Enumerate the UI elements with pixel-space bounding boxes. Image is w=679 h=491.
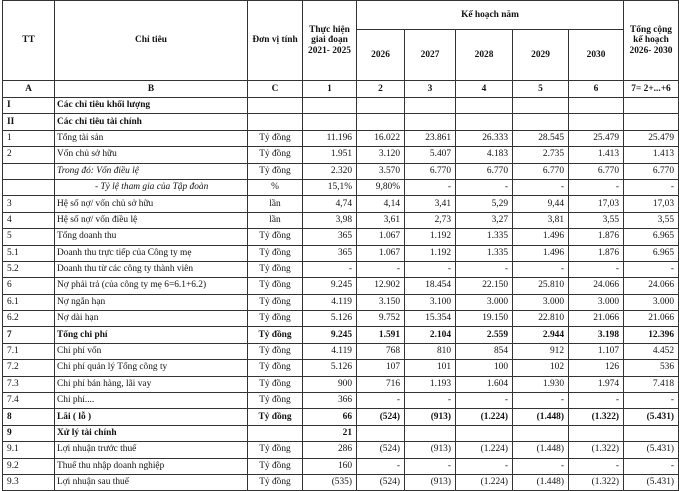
row-value: 3.120 xyxy=(357,147,405,163)
row-value: 2.104 xyxy=(405,327,456,343)
table-row xyxy=(3,442,679,458)
row-value: 1.193 xyxy=(405,376,456,392)
row-value xyxy=(513,114,569,130)
row-unit: Tỷ đồng xyxy=(248,261,303,277)
row-value: (524) xyxy=(357,442,405,458)
row-value: - xyxy=(624,458,679,474)
row-value: 6.770 xyxy=(569,163,624,179)
row-value: 4.119 xyxy=(303,294,357,310)
header-unit: Đơn vị tính xyxy=(248,1,303,81)
row-value: 21 xyxy=(303,425,357,441)
row-number: I xyxy=(3,98,55,114)
row-number: 9 xyxy=(3,425,55,441)
table-row xyxy=(3,179,679,195)
column-index: C xyxy=(248,81,303,98)
row-unit: Tỷ đồng xyxy=(248,393,303,409)
row-value: 810 xyxy=(405,343,456,359)
row-value: 3,98 xyxy=(303,212,357,228)
row-value: - xyxy=(405,458,456,474)
row-value: (1.224) xyxy=(456,409,513,425)
row-value: 1.192 xyxy=(405,229,456,245)
row-value: 102 xyxy=(513,360,569,376)
row-value: 536 xyxy=(624,360,679,376)
row-unit: Tỷ đồng xyxy=(248,474,303,490)
row-value: 1.335 xyxy=(456,229,513,245)
row-indicator: Tổng doanh thu xyxy=(55,229,248,245)
row-value: (913) xyxy=(405,474,456,490)
table-row xyxy=(3,114,679,130)
row-value xyxy=(624,98,679,114)
row-value: 17,03 xyxy=(569,196,624,212)
row-indicator: Lợi nhuận sau thuế xyxy=(55,474,248,490)
row-value xyxy=(456,425,513,441)
header-tt: TT xyxy=(3,1,55,81)
row-value: - xyxy=(456,179,513,195)
column-index: B xyxy=(55,81,248,98)
row-unit: Tỷ đồng xyxy=(248,327,303,343)
row-value: 854 xyxy=(456,343,513,359)
row-value: 25.810 xyxy=(513,278,569,294)
row-indicator: Tổng chi phí xyxy=(55,327,248,343)
row-value: 5,29 xyxy=(456,196,513,212)
header-total: Tổng cộng kế hoạch 2026- 2030 xyxy=(624,1,679,81)
column-index: 2 xyxy=(357,81,405,98)
row-indicator: Tổng tài sản xyxy=(55,130,248,146)
row-value xyxy=(405,98,456,114)
row-value: 3.150 xyxy=(357,294,405,310)
row-number: 7 xyxy=(3,327,55,343)
row-value: 4,14 xyxy=(357,196,405,212)
row-value: 6.965 xyxy=(624,229,679,245)
row-number: II xyxy=(3,114,55,130)
row-unit: Tỷ đồng xyxy=(248,163,303,179)
row-unit: Tỷ đồng xyxy=(248,442,303,458)
column-index: 7= 2+...+6 xyxy=(624,81,679,98)
table-row xyxy=(3,458,679,474)
row-number: 7.4 xyxy=(3,393,55,409)
row-indicator: Lãi ( lỗ ) xyxy=(55,409,248,425)
row-value: - xyxy=(569,261,624,277)
row-value: - xyxy=(569,393,624,409)
row-unit: Tỷ đồng xyxy=(248,229,303,245)
row-value xyxy=(624,425,679,441)
row-value: (1.224) xyxy=(456,442,513,458)
header-year: 2028 xyxy=(456,30,513,81)
row-value: 1.591 xyxy=(357,327,405,343)
row-value: (1.448) xyxy=(513,474,569,490)
table-row xyxy=(3,343,679,359)
row-unit xyxy=(248,114,303,130)
row-unit: Tỷ đồng xyxy=(248,294,303,310)
row-value: 9,80% xyxy=(357,179,405,195)
header-plan: Kế hoạch năm xyxy=(357,1,624,30)
row-value: - xyxy=(513,261,569,277)
row-value: 21.066 xyxy=(624,311,679,327)
row-value xyxy=(569,98,624,114)
row-value: 2,73 xyxy=(405,212,456,228)
table-row xyxy=(3,393,679,409)
table-row xyxy=(3,360,679,376)
row-indicator: Doanh thu từ các công ty thành viên xyxy=(55,261,248,277)
row-indicator: Trong đó: Vốn điều lệ xyxy=(55,163,248,179)
row-value: 25.479 xyxy=(624,130,679,146)
row-value xyxy=(357,98,405,114)
row-indicator: Chi phí quản lý Tổng công ty xyxy=(55,360,248,376)
row-unit: Tỷ đồng xyxy=(248,147,303,163)
row-value: 3.100 xyxy=(405,294,456,310)
row-value: 716 xyxy=(357,376,405,392)
row-value: (913) xyxy=(405,442,456,458)
row-value: 3.000 xyxy=(513,294,569,310)
row-value: 3.000 xyxy=(456,294,513,310)
row-number: 7.1 xyxy=(3,343,55,359)
row-number: 5.1 xyxy=(3,245,55,261)
row-value: 160 xyxy=(303,458,357,474)
row-value: 768 xyxy=(357,343,405,359)
header-indicator: Chỉ tiêu xyxy=(55,1,248,81)
row-value: 6.770 xyxy=(624,163,679,179)
row-indicator: Chi phí.... xyxy=(55,393,248,409)
table-row xyxy=(3,130,679,146)
row-value: (524) xyxy=(357,474,405,490)
row-value: - xyxy=(569,179,624,195)
row-number: 9.3 xyxy=(3,474,55,490)
row-value: 1.974 xyxy=(569,376,624,392)
row-number: 5.2 xyxy=(3,261,55,277)
table-row xyxy=(3,294,679,310)
row-value: 1.335 xyxy=(456,245,513,261)
row-value xyxy=(405,114,456,130)
row-value: - xyxy=(357,393,405,409)
row-indicator: Doanh thu trực tiếp của Công ty mẹ xyxy=(55,245,248,261)
row-indicator: Vốn chủ sở hữu xyxy=(55,147,248,163)
row-value: 17,03 xyxy=(624,196,679,212)
row-value: 2.735 xyxy=(513,147,569,163)
row-value: - xyxy=(405,179,456,195)
column-index: 5 xyxy=(513,81,569,98)
row-value: 6.965 xyxy=(624,245,679,261)
row-value: 3,81 xyxy=(513,212,569,228)
row-value: - xyxy=(303,261,357,277)
row-value: 5.126 xyxy=(303,311,357,327)
row-value: 4,74 xyxy=(303,196,357,212)
row-value: 1.876 xyxy=(569,245,624,261)
row-value: 9.245 xyxy=(303,278,357,294)
row-number: 6 xyxy=(3,278,55,294)
row-number: 4 xyxy=(3,212,55,228)
row-value: 21.066 xyxy=(569,311,624,327)
table-row xyxy=(3,474,679,490)
row-value: 2.559 xyxy=(456,327,513,343)
row-value: 1.951 xyxy=(303,147,357,163)
header-year: 2026 xyxy=(357,30,405,81)
row-indicator: - Tỷ lệ tham gia của Tập đoàn xyxy=(55,179,248,195)
row-indicator: Nợ ngắn hạn xyxy=(55,294,248,310)
row-value: 2.944 xyxy=(513,327,569,343)
row-number: 5 xyxy=(3,229,55,245)
table-row xyxy=(3,409,679,425)
row-value: - xyxy=(569,458,624,474)
row-value: (1.322) xyxy=(569,474,624,490)
row-value xyxy=(405,425,456,441)
table-row xyxy=(3,425,679,441)
row-value: (5.431) xyxy=(624,442,679,458)
table-row xyxy=(3,163,679,179)
row-unit: Tỷ đồng xyxy=(248,311,303,327)
financial-plan-table xyxy=(2,0,679,491)
row-value: 365 xyxy=(303,245,357,261)
row-value: 22.810 xyxy=(513,311,569,327)
row-value: 1.496 xyxy=(513,245,569,261)
row-value: 1.107 xyxy=(569,343,624,359)
row-value: (5.431) xyxy=(624,474,679,490)
row-value: 1.413 xyxy=(569,147,624,163)
row-value: 15,1% xyxy=(303,179,357,195)
row-number: 6.1 xyxy=(3,294,55,310)
column-index: 1 xyxy=(303,81,357,98)
row-value: 22.150 xyxy=(456,278,513,294)
row-value: 3,55 xyxy=(569,212,624,228)
row-indicator: Xử lý tài chính xyxy=(55,425,248,441)
row-value: (5.431) xyxy=(624,409,679,425)
row-unit: Tỷ đồng xyxy=(248,130,303,146)
row-value xyxy=(569,114,624,130)
row-value: 3,55 xyxy=(624,212,679,228)
row-value xyxy=(303,114,357,130)
row-value: 100 xyxy=(456,360,513,376)
row-unit: lần xyxy=(248,212,303,228)
row-indicator: Thuế thu nhập doanh nghiệp xyxy=(55,458,248,474)
row-value: - xyxy=(456,261,513,277)
row-value: - xyxy=(624,261,679,277)
row-value: 1.930 xyxy=(513,376,569,392)
row-number: 1 xyxy=(3,130,55,146)
row-value: (535) xyxy=(303,474,357,490)
row-value: 12.396 xyxy=(624,327,679,343)
row-value: 286 xyxy=(303,442,357,458)
row-number: 6.2 xyxy=(3,311,55,327)
row-value: - xyxy=(456,458,513,474)
table-row xyxy=(3,98,679,114)
row-value: 126 xyxy=(569,360,624,376)
row-number: 7.2 xyxy=(3,360,55,376)
row-unit xyxy=(248,98,303,114)
row-unit: Tỷ đồng xyxy=(248,458,303,474)
row-value: 11.196 xyxy=(303,130,357,146)
row-number: 7.3 xyxy=(3,376,55,392)
row-value: (1.322) xyxy=(569,409,624,425)
row-value: (1.224) xyxy=(456,474,513,490)
row-value xyxy=(456,114,513,130)
row-value: 3.570 xyxy=(357,163,405,179)
row-indicator: Chi phí bán hàng, lãi vay xyxy=(55,376,248,392)
row-value xyxy=(513,425,569,441)
table-row xyxy=(3,278,679,294)
row-value xyxy=(624,114,679,130)
row-value: 900 xyxy=(303,376,357,392)
row-indicator: Nợ dài hạn xyxy=(55,311,248,327)
row-value: 3,27 xyxy=(456,212,513,228)
row-number: 3 xyxy=(3,196,55,212)
row-value: 6.770 xyxy=(513,163,569,179)
row-value: 26.333 xyxy=(456,130,513,146)
column-index-row xyxy=(3,81,679,98)
row-value: 3.000 xyxy=(624,294,679,310)
row-value: 24.066 xyxy=(569,278,624,294)
row-indicator: Lợi nhuận trước thuế xyxy=(55,442,248,458)
row-value: 9.245 xyxy=(303,327,357,343)
table-body xyxy=(3,98,679,491)
row-value: 9,44 xyxy=(513,196,569,212)
table-row xyxy=(3,311,679,327)
row-value xyxy=(303,98,357,114)
row-value: 4.119 xyxy=(303,343,357,359)
table-row xyxy=(3,245,679,261)
row-value: (1.448) xyxy=(513,409,569,425)
table-row xyxy=(3,212,679,228)
row-value: (913) xyxy=(405,409,456,425)
row-value: 23.861 xyxy=(405,130,456,146)
row-value: 366 xyxy=(303,393,357,409)
table-row xyxy=(3,261,679,277)
header-year: 2027 xyxy=(405,30,456,81)
row-value: (1.322) xyxy=(569,442,624,458)
row-value: 5.126 xyxy=(303,360,357,376)
column-index: A xyxy=(3,81,55,98)
row-value: - xyxy=(624,393,679,409)
row-number: 8 xyxy=(3,409,55,425)
row-value: (524) xyxy=(357,409,405,425)
row-value: 7.418 xyxy=(624,376,679,392)
row-value xyxy=(357,425,405,441)
row-value: 101 xyxy=(405,360,456,376)
row-indicator: Nợ phải trả (của công ty mẹ 6=6.1+6.2) xyxy=(55,278,248,294)
table-row xyxy=(3,147,679,163)
row-value: 15.354 xyxy=(405,311,456,327)
row-value: 25.479 xyxy=(569,130,624,146)
row-value: 1.192 xyxy=(405,245,456,261)
row-value: 28.545 xyxy=(513,130,569,146)
row-unit: % xyxy=(248,179,303,195)
row-unit: Tỷ đồng xyxy=(248,409,303,425)
table-row xyxy=(3,376,679,392)
table-header xyxy=(3,1,679,98)
row-value: - xyxy=(405,261,456,277)
row-unit xyxy=(248,425,303,441)
row-value: - xyxy=(624,179,679,195)
row-value: 3.000 xyxy=(569,294,624,310)
row-value: (1.448) xyxy=(513,442,569,458)
column-index: 3 xyxy=(405,81,456,98)
row-number xyxy=(3,163,55,179)
row-number: 9.2 xyxy=(3,458,55,474)
row-number: 9.1 xyxy=(3,442,55,458)
row-unit: Tỷ đồng xyxy=(248,360,303,376)
header-actual: Thực hiện giai đoạn 2021- 2025 xyxy=(303,1,357,81)
row-value: 2.320 xyxy=(303,163,357,179)
row-value: 4.183 xyxy=(456,147,513,163)
row-value xyxy=(569,425,624,441)
row-value: 1.876 xyxy=(569,229,624,245)
row-number xyxy=(3,179,55,195)
row-unit: Tỷ đồng xyxy=(248,245,303,261)
row-value: - xyxy=(513,179,569,195)
table-row xyxy=(3,229,679,245)
column-index: 4 xyxy=(456,81,513,98)
row-value: 24.066 xyxy=(624,278,679,294)
row-value xyxy=(456,98,513,114)
row-value: 6.770 xyxy=(456,163,513,179)
financial-plan-sheet xyxy=(2,0,675,488)
row-value: 19.150 xyxy=(456,311,513,327)
header-year: 2029 xyxy=(513,30,569,81)
row-value: 3,61 xyxy=(357,212,405,228)
row-unit: lần xyxy=(248,196,303,212)
row-indicator: Hệ số nợ/ vốn chủ sở hữu xyxy=(55,196,248,212)
row-value: - xyxy=(357,261,405,277)
row-value: 1.067 xyxy=(357,229,405,245)
row-value: 18.454 xyxy=(405,278,456,294)
row-value: 9.752 xyxy=(357,311,405,327)
row-value: 1.604 xyxy=(456,376,513,392)
row-value xyxy=(513,98,569,114)
row-unit: Tỷ đồng xyxy=(248,376,303,392)
row-value: 5.407 xyxy=(405,147,456,163)
row-number: 2 xyxy=(3,147,55,163)
row-value: - xyxy=(513,393,569,409)
row-value: - xyxy=(456,393,513,409)
row-value: - xyxy=(405,393,456,409)
row-value: 16.022 xyxy=(357,130,405,146)
row-value: - xyxy=(513,458,569,474)
row-value: 66 xyxy=(303,409,357,425)
row-unit: Tỷ đồng xyxy=(248,278,303,294)
column-index: 6 xyxy=(569,81,624,98)
table-row xyxy=(3,196,679,212)
row-unit: Tỷ đồng xyxy=(248,343,303,359)
header-year: 2030 xyxy=(569,30,624,81)
row-value: 107 xyxy=(357,360,405,376)
row-value: 3.198 xyxy=(569,327,624,343)
row-value: 4.452 xyxy=(624,343,679,359)
row-indicator: Hệ số nợ/ vốn điều lệ xyxy=(55,212,248,228)
row-value: 912 xyxy=(513,343,569,359)
row-value: 365 xyxy=(303,229,357,245)
row-indicator: Chi phí vốn xyxy=(55,343,248,359)
table-row xyxy=(3,327,679,343)
row-value: 12.902 xyxy=(357,278,405,294)
row-value: 1.067 xyxy=(357,245,405,261)
row-value: 1.413 xyxy=(624,147,679,163)
row-indicator: Các chỉ tiêu khối lượng xyxy=(55,98,248,114)
row-value: 1.496 xyxy=(513,229,569,245)
row-value: 6.770 xyxy=(405,163,456,179)
row-indicator: Các chỉ tiêu tài chính xyxy=(55,114,248,130)
row-value: - xyxy=(357,458,405,474)
row-value xyxy=(357,114,405,130)
row-value: 3,41 xyxy=(405,196,456,212)
